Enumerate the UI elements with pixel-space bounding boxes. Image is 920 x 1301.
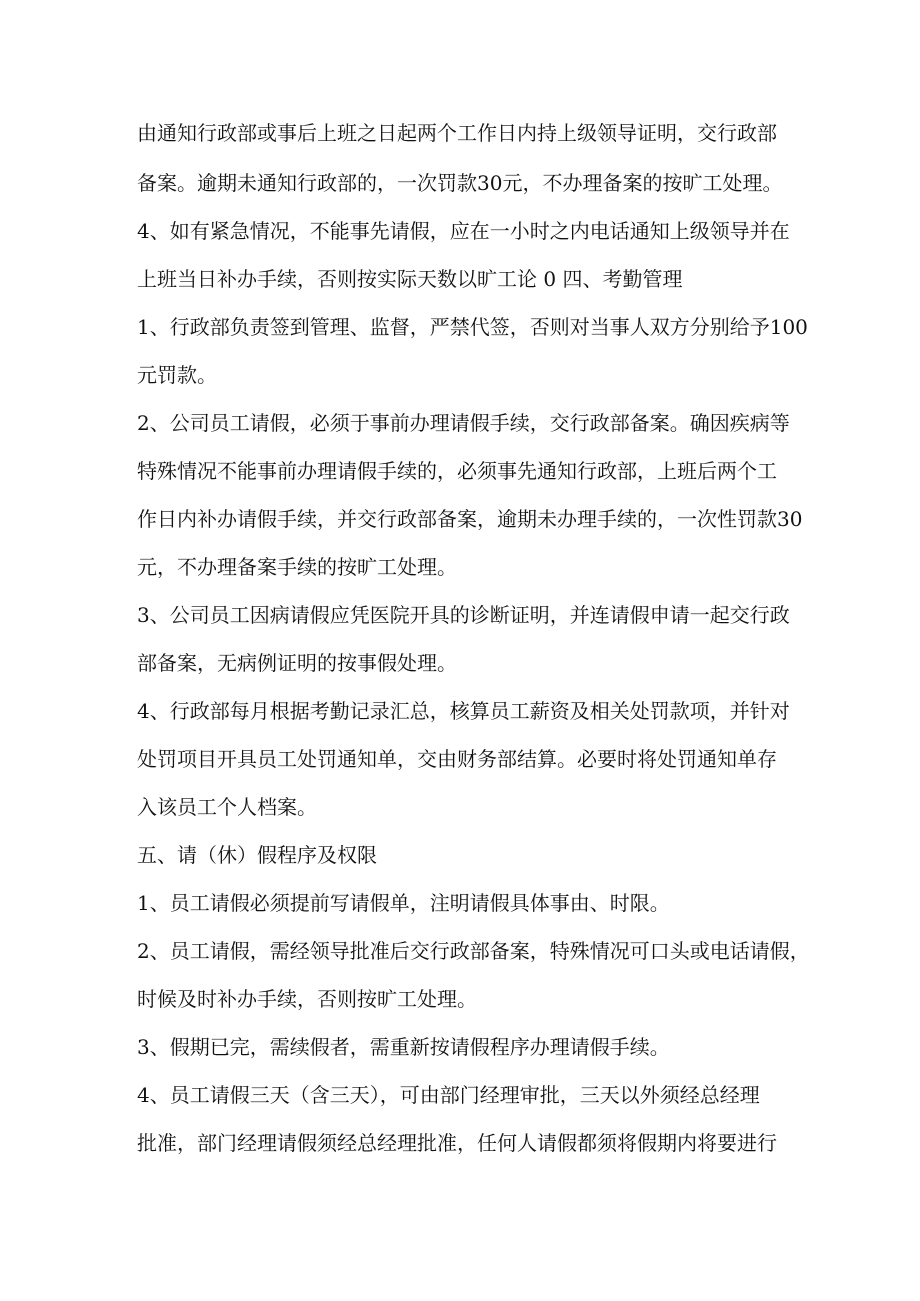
text-line-13: 4、行政部每月根据考勤记录汇总，核算员工薪资及相关处罚款项，并针对 [137,699,790,723]
text-line-5: 1、行政部负责签到管理、监督，严禁代签，否则对当事人双方分别给予100 [137,315,808,339]
text-line-20: 3、假期已完，需续假者，需重新按请假程序办理请假手续。 [137,1035,670,1059]
text-line-21: 4、员工请假三天（含三天），可由部门经理审批，三天以外须经总经理 [137,1083,760,1107]
text-line-2: 备案。逾期未通知行政部的，一次罚款30元，不办理备案的按旷工处理。 [137,171,783,195]
section-heading-5: 五、请（休）假程序及权限 [137,843,377,867]
text-line-11: 3、公司员工因病请假应凭医院开具的诊断证明，并连请假申请一起交行政 [137,603,790,627]
text-line-15: 入该员工个人档案。 [137,795,317,819]
text-line-4: 上班当日补办手续，否则按实际天数以旷工论 0 四、考勤管理 [137,267,683,291]
text-line-14: 处罚项目开具员工处罚通知单，交由财务部结算。必要时将处罚通知单存 [137,747,777,771]
text-line-3: 4、如有紧急情况，不能事先请假，应在一小时之内电话通知上级领导并在 [137,219,790,243]
text-line-17: 1、员工请假必须提前写请假单，注明请假具体事由、时限。 [137,891,670,915]
text-line-12: 部备案，无病例证明的按事假处理。 [137,651,457,675]
text-line-18: 2、员工请假，需经领导批准后交行政部备案，特殊情况可口头或电话请假， [137,939,810,963]
text-line-22: 批准，部门经理请假须经总经理批准，任何人请假都须将假期内将要进行 [137,1131,777,1155]
text-line-10: 元，不办理备案手续的按旷工处理。 [137,555,457,579]
text-line-19: 时候及时补办手续，否则按旷工处理。 [137,987,477,1011]
text-line-6: 元罚款。 [137,363,217,387]
text-line-7: 2、公司员工请假，必须于事前办理请假手续，交行政部备案。确因疾病等 [137,411,790,435]
text-line-8: 特殊情况不能事前办理请假手续的，必须事先通知行政部，上班后两个工 [137,459,777,483]
text-line-1: 由通知行政部或事后上班之日起两个工作日内持上级领导证明，交行政部 [137,121,777,145]
text-line-9: 作日内补办请假手续，并交行政部备案，逾期未办理手续的，一次性罚款30 [137,507,803,531]
